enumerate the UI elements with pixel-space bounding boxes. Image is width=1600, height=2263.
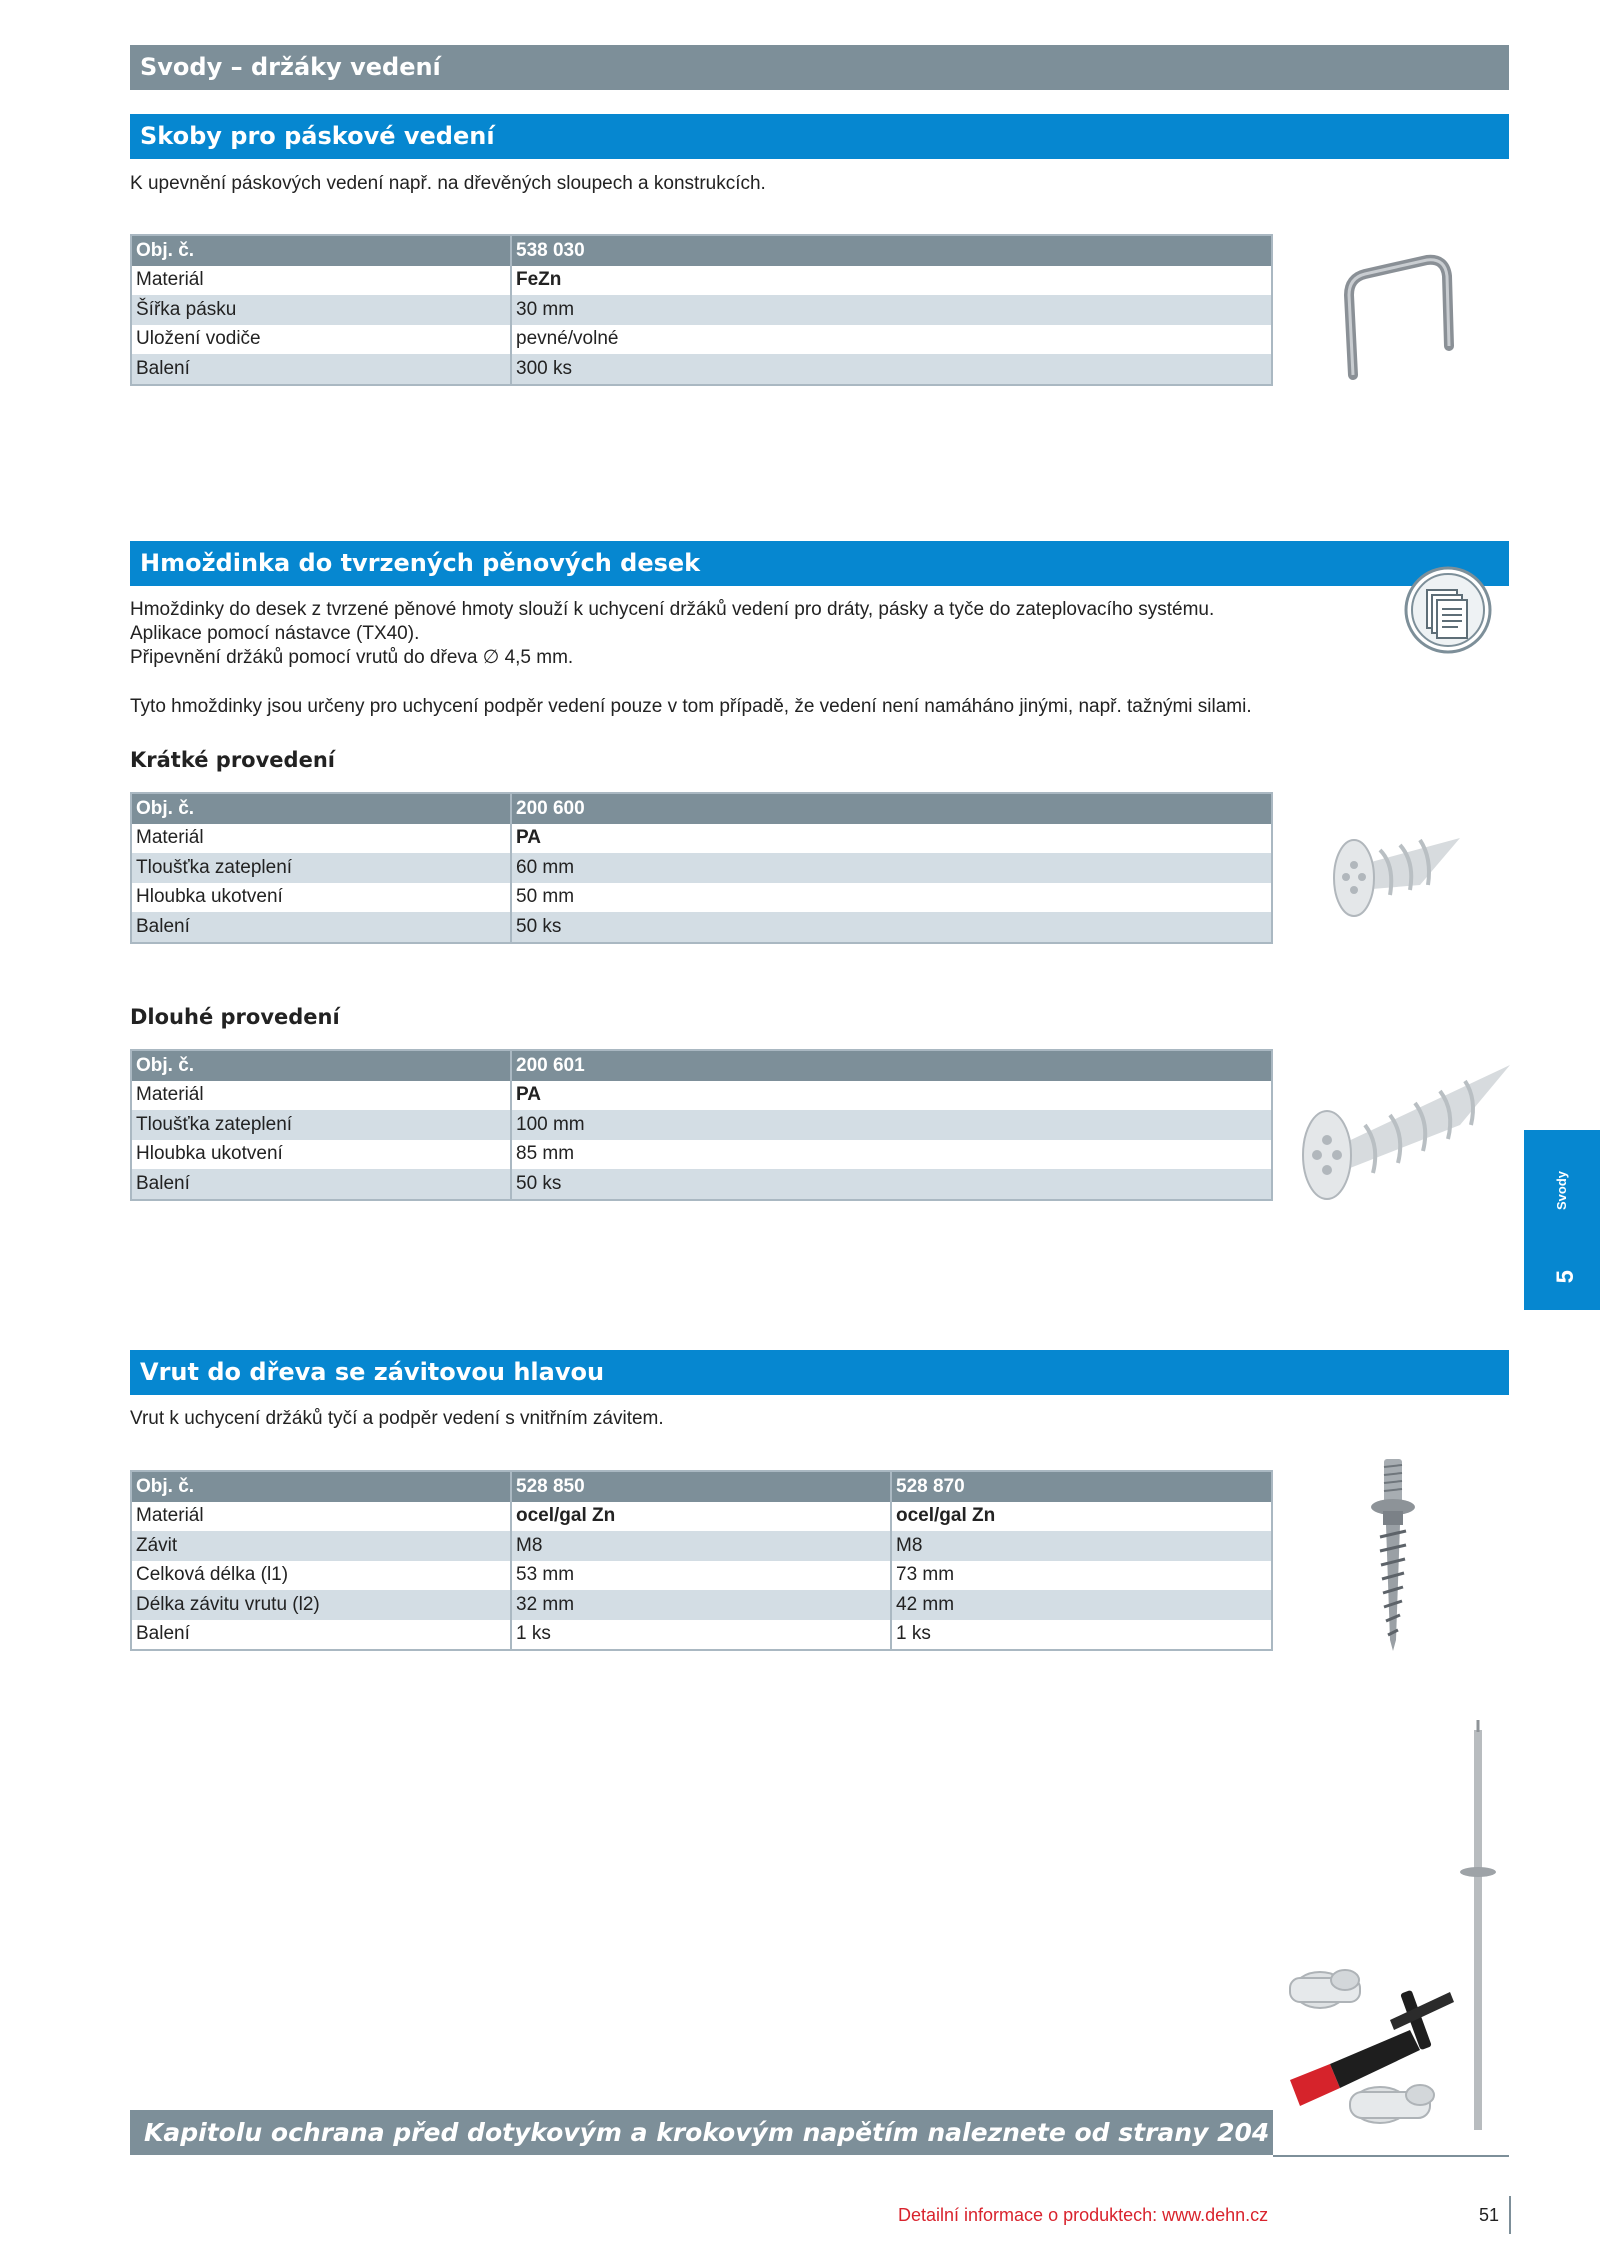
table-cell: 73 mm — [891, 1561, 1272, 1591]
table-cell: ocel/gal Zn — [891, 1502, 1272, 1532]
table-cell: Balení — [131, 1169, 511, 1200]
table-cell: Materiál — [131, 266, 511, 296]
conductor-holder-assembly-image — [1270, 1720, 1520, 2140]
product-info-link[interactable]: Detailní informace o produktech: www.dehn.cz — [898, 2205, 1269, 2225]
section-header-staples — [130, 114, 1509, 159]
document-icon — [1403, 565, 1493, 655]
table-cell: FeZn — [511, 266, 1272, 296]
side-tab-label: Svody — [1554, 1170, 1569, 1210]
subheading-short: Krátké provedení — [130, 748, 335, 772]
footer-reference-text: Kapitolu ochrana před dotykovým a krokovým napětím naleznete od strany 204 — [144, 2118, 1270, 2147]
table-row — [131, 266, 1272, 296]
table-header-row — [131, 1471, 1272, 1502]
table-header-row — [131, 235, 1272, 266]
table-cell: 1 ks — [511, 1620, 891, 1651]
table-row — [131, 912, 1272, 943]
table-cell: M8 — [511, 1531, 891, 1561]
table-row — [131, 1110, 1272, 1140]
table-cell: 50 ks — [511, 1169, 1272, 1200]
table-cell: 60 mm — [511, 853, 1272, 883]
table-cell: 300 ks — [511, 354, 1272, 385]
spec-table-staples — [130, 234, 1273, 386]
section-title: Hmoždinka do tvrzených pěnových desek — [140, 549, 701, 577]
table-row — [131, 1561, 1272, 1591]
table-row — [131, 883, 1272, 913]
table-header-cell: 200 600 — [511, 793, 1272, 824]
table-cell: PA — [511, 1081, 1272, 1111]
table-cell: ocel/gal Zn — [511, 1502, 891, 1532]
table-cell: M8 — [891, 1531, 1272, 1561]
table-cell: Materiál — [131, 1502, 511, 1532]
table-header-cell: 528 870 — [891, 1471, 1272, 1502]
table-row — [131, 1081, 1272, 1111]
section-title: Vrut do dřeva se závitovou hlavou — [140, 1358, 605, 1386]
wood-screw-product-image — [1358, 1455, 1428, 1655]
table-cell: Závit — [131, 1531, 511, 1561]
table-row — [131, 853, 1272, 883]
chapter-header-bar — [130, 45, 1509, 90]
table-row — [131, 1531, 1272, 1561]
table-row — [131, 295, 1272, 325]
table-row — [131, 1140, 1272, 1170]
table-cell: Hloubka ukotvení — [131, 1140, 511, 1170]
table-header-cell: Obj. č. — [131, 793, 511, 824]
table-header-cell: 200 601 — [511, 1050, 1272, 1081]
table-cell: 32 mm — [511, 1590, 891, 1620]
table-row — [131, 325, 1272, 355]
table-header-row — [131, 793, 1272, 824]
chapter-title: Svody – držáky vedení — [140, 53, 441, 81]
table-cell: Tloušťka zateplení — [131, 1110, 511, 1140]
table-cell: 1 ks — [891, 1620, 1272, 1651]
table-row — [131, 824, 1272, 854]
table-cell: 85 mm — [511, 1140, 1272, 1170]
table-cell: Délka závitu vrutu (l2) — [131, 1590, 511, 1620]
table-cell: 30 mm — [511, 295, 1272, 325]
page-number-divider — [1509, 2196, 1511, 2234]
section-description: Vrut k uchycení držáků tyčí a podpěr vedení s vnitřním závitem. — [130, 1408, 664, 1429]
section-description: Aplikace pomocí nástavce (TX40). — [130, 623, 420, 644]
table-header-cell: 528 850 — [511, 1471, 891, 1502]
table-cell: 50 mm — [511, 883, 1272, 913]
staple-product-image — [1335, 250, 1455, 380]
table-cell: Materiál — [131, 824, 511, 854]
table-cell: pevné/volné — [511, 325, 1272, 355]
table-cell: 100 mm — [511, 1110, 1272, 1140]
footer-reference-banner — [130, 2110, 1273, 2155]
table-cell: Šířka pásku — [131, 295, 511, 325]
table-row — [131, 1620, 1272, 1651]
table-cell: Tloušťka zateplení — [131, 853, 511, 883]
table-cell: 53 mm — [511, 1561, 891, 1591]
table-header-cell: Obj. č. — [131, 1471, 511, 1502]
table-cell: Celková délka (l1) — [131, 1561, 511, 1591]
table-row — [131, 1169, 1272, 1200]
table-cell: Hloubka ukotvení — [131, 883, 511, 913]
spec-table-wood-screw — [130, 1470, 1273, 1651]
table-cell: Balení — [131, 912, 511, 943]
table-header-cell: Obj. č. — [131, 235, 511, 266]
table-cell: Balení — [131, 1620, 511, 1651]
section-title: Skoby pro páskové vedení — [140, 122, 495, 150]
short-anchor-product-image — [1320, 810, 1480, 930]
table-cell: Uložení vodiče — [131, 325, 511, 355]
chapter-side-tab — [1524, 1130, 1600, 1310]
section-description: K upevnění páskových vedení např. na dřevěných sloupech a konstrukcích. — [130, 173, 766, 194]
table-cell: Balení — [131, 354, 511, 385]
table-row — [131, 354, 1272, 385]
long-anchor-product-image — [1285, 1055, 1515, 1205]
section-header-foam-anchor — [130, 541, 1509, 586]
section-note: Tyto hmoždinky jsou určeny pro uchycení podpěr vedení pouze v tom případě, že vedení není namáháno jinými, např. tažnými silami. — [130, 696, 1252, 717]
table-cell: Materiál — [131, 1081, 511, 1111]
table-cell: 50 ks — [511, 912, 1272, 943]
section-header-wood-screw — [130, 1350, 1509, 1395]
spec-table-short-anchor — [130, 792, 1273, 944]
section-description: Připevnění držáků pomocí vrutů do dřeva ∅ 4,5 mm. — [130, 647, 574, 668]
table-cell: 42 mm — [891, 1590, 1272, 1620]
page-number: 51 — [1479, 2205, 1500, 2225]
spec-table-long-anchor — [130, 1049, 1273, 1201]
footer-divider — [1273, 2155, 1509, 2157]
section-description: Hmoždinky do desek z tvrzené pěnové hmoty slouží k uchycení držáků vedení pro dráty, pásky a tyče do zateplovacího systému. — [130, 599, 1215, 620]
table-header-cell: 538 030 — [511, 235, 1272, 266]
table-header-row — [131, 1050, 1272, 1081]
table-row — [131, 1502, 1272, 1532]
table-cell: PA — [511, 824, 1272, 854]
table-header-cell: Obj. č. — [131, 1050, 511, 1081]
side-tab-number: 5 — [1552, 1270, 1579, 1284]
subheading-long: Dlouhé provedení — [130, 1005, 340, 1029]
table-row — [131, 1590, 1272, 1620]
